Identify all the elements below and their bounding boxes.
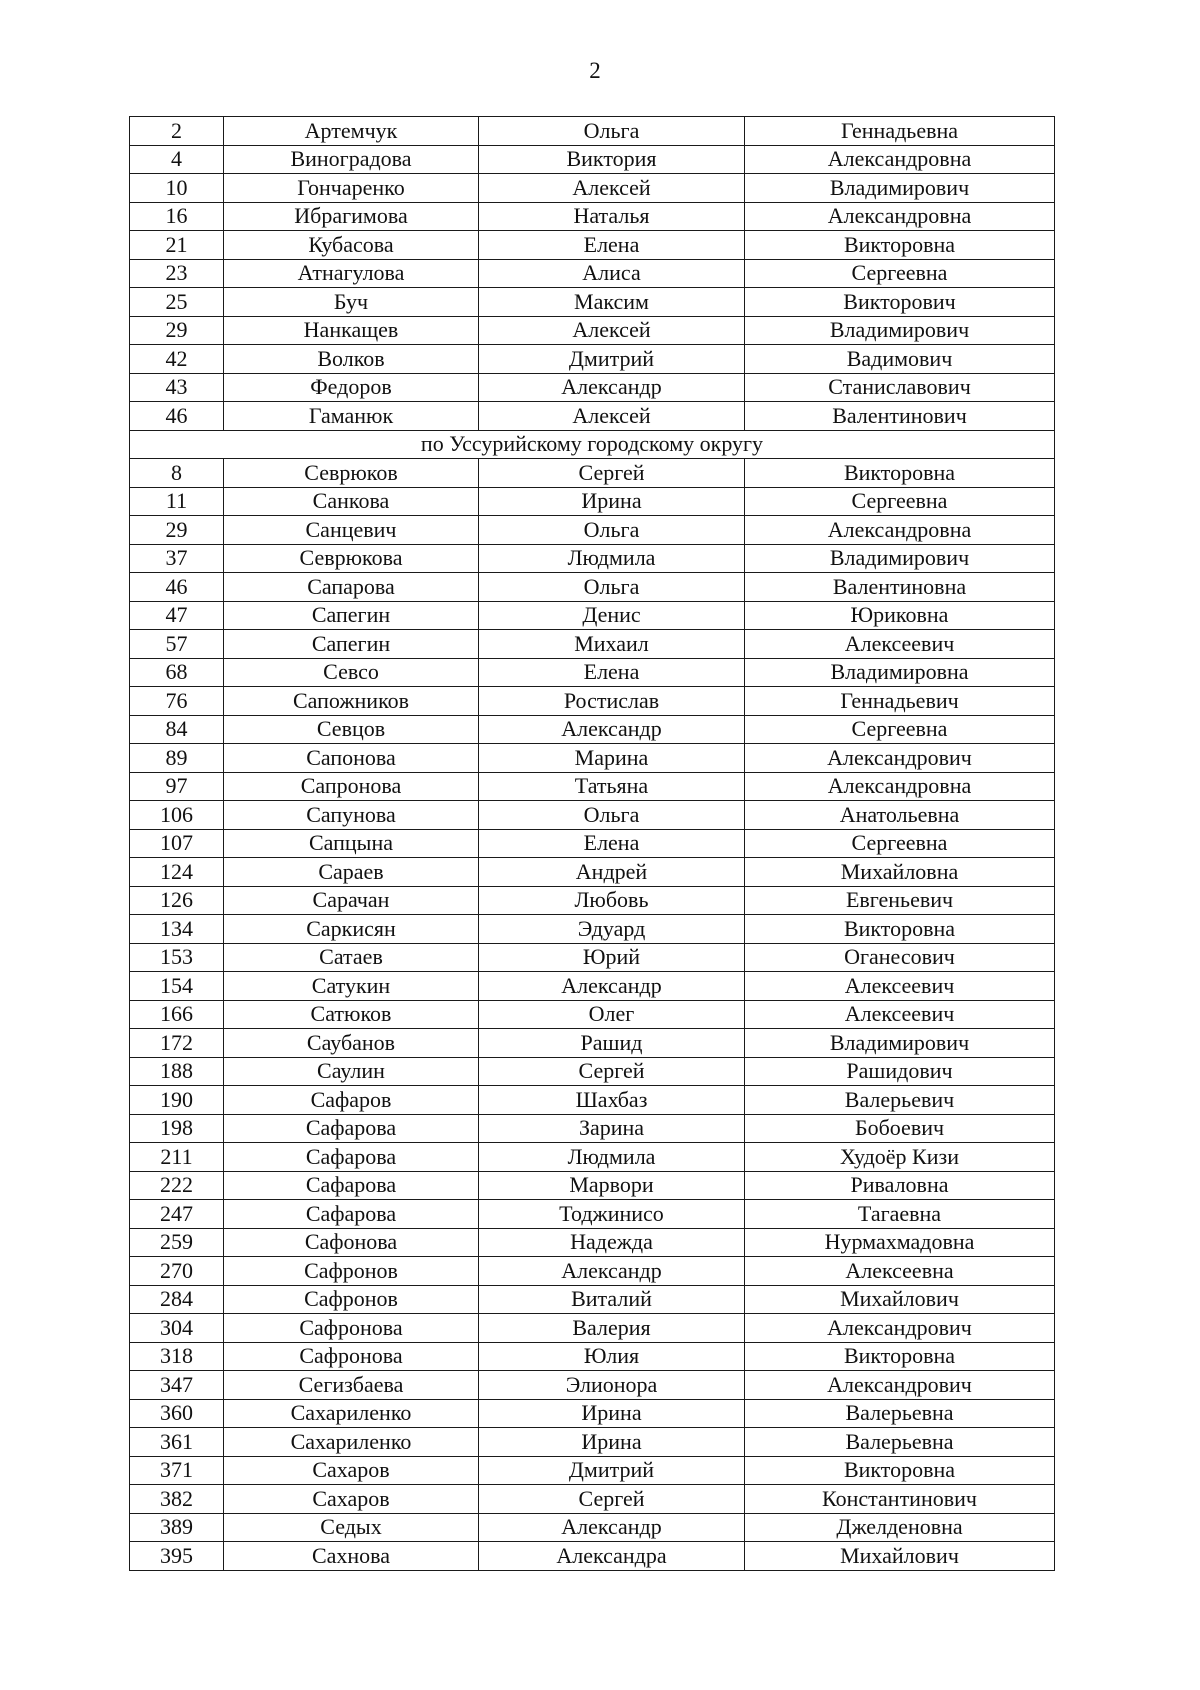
first-name-cell: Тоджинисо	[479, 1200, 745, 1229]
last-name-cell: Седых	[224, 1513, 479, 1542]
patronymic-cell: Владимирович	[745, 1029, 1055, 1058]
table-row	[130, 772, 1055, 801]
table-row	[130, 858, 1055, 887]
patronymic-cell: Викторовна	[745, 1456, 1055, 1485]
last-name-cell: Атнагулова	[224, 259, 479, 288]
first-name-cell: Любовь	[479, 886, 745, 915]
patronymic-cell: Геннадьевна	[745, 117, 1055, 146]
last-name-cell: Сапунова	[224, 801, 479, 830]
first-name-cell: Валерия	[479, 1314, 745, 1343]
table-row	[130, 1200, 1055, 1229]
patronymic-cell: Юриковна	[745, 601, 1055, 630]
row-number-cell: 97	[130, 772, 224, 801]
row-number-cell: 46	[130, 573, 224, 602]
table-row	[130, 1057, 1055, 1086]
last-name-cell: Сафарова	[224, 1114, 479, 1143]
last-name-cell: Севрюков	[224, 459, 479, 488]
patronymic-cell: Бобоевич	[745, 1114, 1055, 1143]
last-name-cell: Сатюков	[224, 1000, 479, 1029]
table-row	[130, 1171, 1055, 1200]
patronymic-cell: Владимировна	[745, 658, 1055, 687]
table-row	[130, 1342, 1055, 1371]
table-row	[130, 1285, 1055, 1314]
last-name-cell: Гаманюк	[224, 402, 479, 431]
first-name-cell: Людмила	[479, 1143, 745, 1172]
table-row	[130, 1513, 1055, 1542]
section-header-row	[130, 430, 1055, 459]
table-row	[130, 601, 1055, 630]
patronymic-cell: Михайлович	[745, 1285, 1055, 1314]
row-number-cell: 37	[130, 544, 224, 573]
table-row	[130, 1228, 1055, 1257]
row-number-cell: 11	[130, 487, 224, 516]
first-name-cell: Эдуард	[479, 915, 745, 944]
patronymic-cell: Викторовна	[745, 459, 1055, 488]
table-row	[130, 630, 1055, 659]
patronymic-cell: Валерьевна	[745, 1428, 1055, 1457]
row-number-cell: 89	[130, 744, 224, 773]
patronymic-cell: Оганесович	[745, 943, 1055, 972]
first-name-cell: Ольга	[479, 516, 745, 545]
row-number-cell: 21	[130, 231, 224, 260]
table-row	[130, 1314, 1055, 1343]
roster-table	[129, 116, 1055, 1571]
patronymic-cell: Алексеевна	[745, 1257, 1055, 1286]
patronymic-cell: Риваловна	[745, 1171, 1055, 1200]
patronymic-cell: Владимирович	[745, 544, 1055, 573]
row-number-cell: 126	[130, 886, 224, 915]
first-name-cell: Элионора	[479, 1371, 745, 1400]
first-name-cell: Шахбаз	[479, 1086, 745, 1115]
first-name-cell: Наталья	[479, 202, 745, 231]
patronymic-cell: Геннадьевич	[745, 687, 1055, 716]
row-number-cell: 29	[130, 516, 224, 545]
row-number-cell: 84	[130, 715, 224, 744]
last-name-cell: Сахаров	[224, 1456, 479, 1485]
row-number-cell: 395	[130, 1542, 224, 1571]
first-name-cell: Сергей	[479, 1057, 745, 1086]
last-name-cell: Сарачан	[224, 886, 479, 915]
table-row	[130, 316, 1055, 345]
table-row	[130, 744, 1055, 773]
first-name-cell: Александр	[479, 373, 745, 402]
patronymic-cell: Сергеевна	[745, 259, 1055, 288]
table-row	[130, 1485, 1055, 1514]
roster-body	[130, 117, 1055, 1571]
row-number-cell: 107	[130, 829, 224, 858]
patronymic-cell: Валентиновна	[745, 573, 1055, 602]
table-row	[130, 402, 1055, 431]
patronymic-cell: Нурмахмадовна	[745, 1228, 1055, 1257]
first-name-cell: Елена	[479, 231, 745, 260]
table-row	[130, 1143, 1055, 1172]
row-number-cell: 360	[130, 1399, 224, 1428]
first-name-cell: Людмила	[479, 544, 745, 573]
patronymic-cell: Вадимович	[745, 345, 1055, 374]
patronymic-cell: Викторовна	[745, 915, 1055, 944]
first-name-cell: Ростислав	[479, 687, 745, 716]
patronymic-cell: Александровна	[745, 516, 1055, 545]
row-number-cell: 43	[130, 373, 224, 402]
patronymic-cell: Владимирович	[745, 174, 1055, 203]
row-number-cell: 318	[130, 1342, 224, 1371]
table-row	[130, 231, 1055, 260]
table-row	[130, 373, 1055, 402]
last-name-cell: Федоров	[224, 373, 479, 402]
last-name-cell: Сараев	[224, 858, 479, 887]
first-name-cell: Елена	[479, 658, 745, 687]
first-name-cell: Ольга	[479, 801, 745, 830]
patronymic-cell: Валерьевна	[745, 1399, 1055, 1428]
patronymic-cell: Владимирович	[745, 316, 1055, 345]
table-row	[130, 1086, 1055, 1115]
first-name-cell: Елена	[479, 829, 745, 858]
first-name-cell: Ирина	[479, 487, 745, 516]
patronymic-cell: Анатольевна	[745, 801, 1055, 830]
last-name-cell: Артемчук	[224, 117, 479, 146]
first-name-cell: Алексей	[479, 174, 745, 203]
first-name-cell: Сергей	[479, 459, 745, 488]
first-name-cell: Марвори	[479, 1171, 745, 1200]
first-name-cell: Надежда	[479, 1228, 745, 1257]
row-number-cell: 10	[130, 174, 224, 203]
patronymic-cell: Станиславович	[745, 373, 1055, 402]
row-number-cell: 188	[130, 1057, 224, 1086]
last-name-cell: Саркисян	[224, 915, 479, 944]
first-name-cell: Ирина	[479, 1428, 745, 1457]
patronymic-cell: Алексеевич	[745, 972, 1055, 1001]
patronymic-cell: Викторович	[745, 288, 1055, 317]
first-name-cell: Олег	[479, 1000, 745, 1029]
first-name-cell: Ольга	[479, 117, 745, 146]
row-number-cell: 42	[130, 345, 224, 374]
row-number-cell: 29	[130, 316, 224, 345]
table-row	[130, 1428, 1055, 1457]
table-row	[130, 288, 1055, 317]
first-name-cell: Ольга	[479, 573, 745, 602]
first-name-cell: Дмитрий	[479, 345, 745, 374]
first-name-cell: Ирина	[479, 1399, 745, 1428]
row-number-cell: 270	[130, 1257, 224, 1286]
last-name-cell: Сафонова	[224, 1228, 479, 1257]
patronymic-cell: Валентинович	[745, 402, 1055, 431]
last-name-cell: Волков	[224, 345, 479, 374]
first-name-cell: Юрий	[479, 943, 745, 972]
row-number-cell: 284	[130, 1285, 224, 1314]
table-row	[130, 972, 1055, 1001]
table-row	[130, 487, 1055, 516]
first-name-cell: Александр	[479, 715, 745, 744]
patronymic-cell: Александровна	[745, 145, 1055, 174]
last-name-cell: Сафарова	[224, 1200, 479, 1229]
last-name-cell: Сапегин	[224, 601, 479, 630]
last-name-cell: Сафронова	[224, 1342, 479, 1371]
table-row	[130, 174, 1055, 203]
first-name-cell: Александр	[479, 1513, 745, 1542]
last-name-cell: Сахариленко	[224, 1399, 479, 1428]
patronymic-cell: Сергеевна	[745, 487, 1055, 516]
row-number-cell: 347	[130, 1371, 224, 1400]
patronymic-cell: Александрович	[745, 1371, 1055, 1400]
last-name-cell: Севсо	[224, 658, 479, 687]
table-row	[130, 1257, 1055, 1286]
row-number-cell: 222	[130, 1171, 224, 1200]
row-number-cell: 124	[130, 858, 224, 887]
first-name-cell: Зарина	[479, 1114, 745, 1143]
section-title: по Уссурийскому городскому округу	[130, 430, 1055, 459]
patronymic-cell: Рашидович	[745, 1057, 1055, 1086]
last-name-cell: Санцевич	[224, 516, 479, 545]
table-row	[130, 1542, 1055, 1571]
last-name-cell: Сатукин	[224, 972, 479, 1001]
patronymic-cell: Валерьевич	[745, 1086, 1055, 1115]
last-name-cell: Сегизбаева	[224, 1371, 479, 1400]
row-number-cell: 389	[130, 1513, 224, 1542]
patronymic-cell: Алексеевич	[745, 1000, 1055, 1029]
table-row	[130, 1456, 1055, 1485]
first-name-cell: Александр	[479, 1257, 745, 1286]
table-row	[130, 544, 1055, 573]
row-number-cell: 211	[130, 1143, 224, 1172]
row-number-cell: 57	[130, 630, 224, 659]
page-number: 2	[589, 58, 601, 83]
table-row	[130, 715, 1055, 744]
table-row	[130, 829, 1055, 858]
table-row	[130, 658, 1055, 687]
patronymic-cell: Александрович	[745, 744, 1055, 773]
row-number-cell: 382	[130, 1485, 224, 1514]
first-name-cell: Марина	[479, 744, 745, 773]
last-name-cell: Нанкащев	[224, 316, 479, 345]
patronymic-cell: Викторовна	[745, 1342, 1055, 1371]
row-number-cell: 172	[130, 1029, 224, 1058]
patronymic-cell: Михайловна	[745, 858, 1055, 887]
first-name-cell: Юлия	[479, 1342, 745, 1371]
last-name-cell: Севцов	[224, 715, 479, 744]
patronymic-cell: Евгеньевич	[745, 886, 1055, 915]
first-name-cell: Рашид	[479, 1029, 745, 1058]
first-name-cell: Сергей	[479, 1485, 745, 1514]
last-name-cell: Сахариленко	[224, 1428, 479, 1457]
row-number-cell: 371	[130, 1456, 224, 1485]
first-name-cell: Алиса	[479, 259, 745, 288]
row-number-cell: 106	[130, 801, 224, 830]
row-number-cell: 134	[130, 915, 224, 944]
last-name-cell: Буч	[224, 288, 479, 317]
table-row	[130, 1399, 1055, 1428]
first-name-cell: Михаил	[479, 630, 745, 659]
last-name-cell: Сахаров	[224, 1485, 479, 1514]
first-name-cell: Алексей	[479, 316, 745, 345]
last-name-cell: Сапожников	[224, 687, 479, 716]
last-name-cell: Сапцына	[224, 829, 479, 858]
row-number-cell: 68	[130, 658, 224, 687]
patronymic-cell: Джелденовна	[745, 1513, 1055, 1542]
row-number-cell: 46	[130, 402, 224, 431]
last-name-cell: Сафронова	[224, 1314, 479, 1343]
first-name-cell: Алексей	[479, 402, 745, 431]
last-name-cell: Сапронова	[224, 772, 479, 801]
last-name-cell: Сафарова	[224, 1143, 479, 1172]
row-number-cell: 76	[130, 687, 224, 716]
table-row	[130, 573, 1055, 602]
row-number-cell: 153	[130, 943, 224, 972]
table-row	[130, 202, 1055, 231]
row-number-cell: 361	[130, 1428, 224, 1457]
row-number-cell: 304	[130, 1314, 224, 1343]
row-number-cell: 247	[130, 1200, 224, 1229]
last-name-cell: Севрюкова	[224, 544, 479, 573]
patronymic-cell: Константинович	[745, 1485, 1055, 1514]
first-name-cell: Виктория	[479, 145, 745, 174]
first-name-cell: Дмитрий	[479, 1456, 745, 1485]
table-row	[130, 687, 1055, 716]
last-name-cell: Саулин	[224, 1057, 479, 1086]
row-number-cell: 166	[130, 1000, 224, 1029]
patronymic-cell: Александровна	[745, 772, 1055, 801]
row-number-cell: 259	[130, 1228, 224, 1257]
first-name-cell: Виталий	[479, 1285, 745, 1314]
row-number-cell: 8	[130, 459, 224, 488]
last-name-cell: Гончаренко	[224, 174, 479, 203]
patronymic-cell: Сергеевна	[745, 829, 1055, 858]
patronymic-cell: Алексеевич	[745, 630, 1055, 659]
table-row	[130, 145, 1055, 174]
table-row	[130, 943, 1055, 972]
last-name-cell: Саубанов	[224, 1029, 479, 1058]
patronymic-cell: Сергеевна	[745, 715, 1055, 744]
last-name-cell: Сафронов	[224, 1285, 479, 1314]
table-row	[130, 1000, 1055, 1029]
row-number-cell: 47	[130, 601, 224, 630]
last-name-cell: Сахнова	[224, 1542, 479, 1571]
last-name-cell: Ибрагимова	[224, 202, 479, 231]
last-name-cell: Сафронов	[224, 1257, 479, 1286]
table-row	[130, 117, 1055, 146]
first-name-cell: Татьяна	[479, 772, 745, 801]
last-name-cell: Санкова	[224, 487, 479, 516]
row-number-cell: 16	[130, 202, 224, 231]
last-name-cell: Сапегин	[224, 630, 479, 659]
table-row	[130, 886, 1055, 915]
first-name-cell: Александр	[479, 972, 745, 1001]
row-number-cell: 2	[130, 117, 224, 146]
table-row	[130, 915, 1055, 944]
table-row	[130, 1029, 1055, 1058]
table-row	[130, 516, 1055, 545]
row-number-cell: 198	[130, 1114, 224, 1143]
row-number-cell: 4	[130, 145, 224, 174]
last-name-cell: Виноградова	[224, 145, 479, 174]
patronymic-cell: Худоёр Кизи	[745, 1143, 1055, 1172]
last-name-cell: Сафарова	[224, 1171, 479, 1200]
last-name-cell: Кубасова	[224, 231, 479, 260]
patronymic-cell: Викторовна	[745, 231, 1055, 260]
last-name-cell: Сапарова	[224, 573, 479, 602]
table-row	[130, 801, 1055, 830]
row-number-cell: 154	[130, 972, 224, 1001]
row-number-cell: 25	[130, 288, 224, 317]
first-name-cell: Александра	[479, 1542, 745, 1571]
patronymic-cell: Александрович	[745, 1314, 1055, 1343]
last-name-cell: Сапонова	[224, 744, 479, 773]
table-row	[130, 1371, 1055, 1400]
patronymic-cell: Михайлович	[745, 1542, 1055, 1571]
last-name-cell: Сатаев	[224, 943, 479, 972]
table-row	[130, 459, 1055, 488]
first-name-cell: Андрей	[479, 858, 745, 887]
row-number-cell: 190	[130, 1086, 224, 1115]
patronymic-cell: Тагаевна	[745, 1200, 1055, 1229]
table-row	[130, 345, 1055, 374]
row-number-cell: 23	[130, 259, 224, 288]
last-name-cell: Сафаров	[224, 1086, 479, 1115]
table-row	[130, 259, 1055, 288]
patronymic-cell: Александровна	[745, 202, 1055, 231]
first-name-cell: Денис	[479, 601, 745, 630]
first-name-cell: Максим	[479, 288, 745, 317]
table-row	[130, 1114, 1055, 1143]
